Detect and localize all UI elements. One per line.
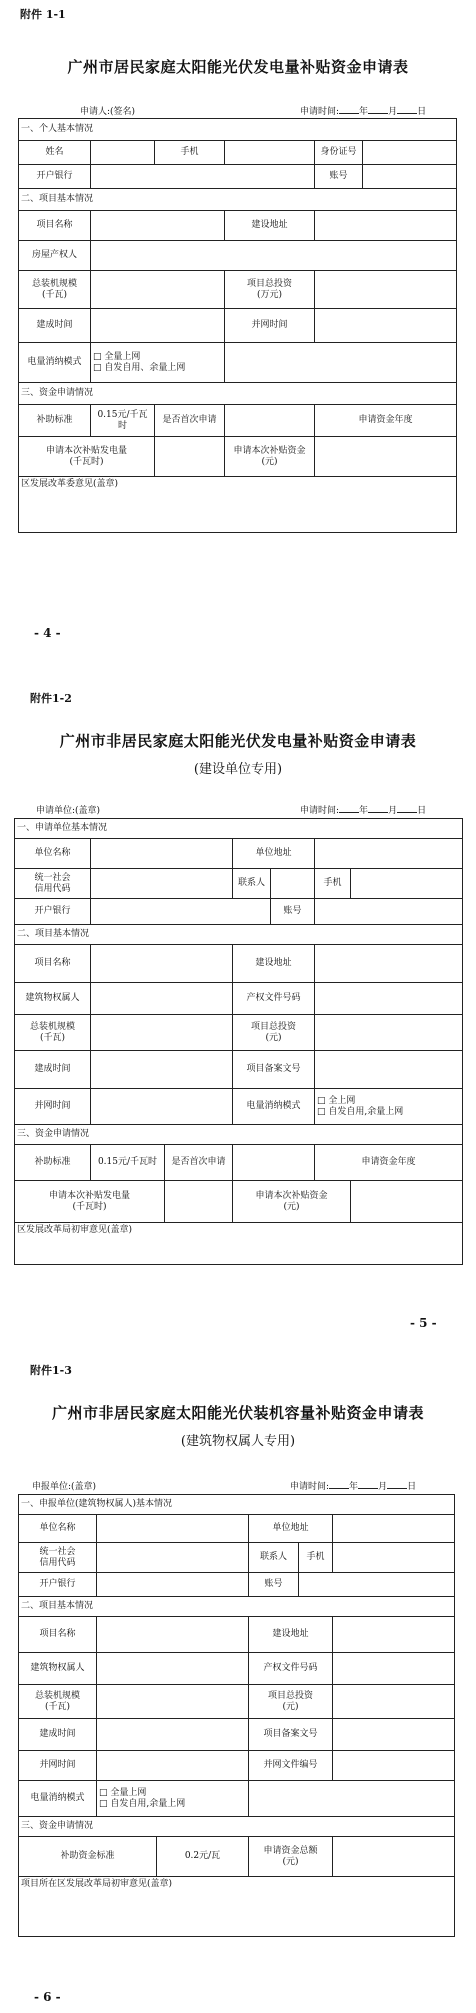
grid-doc-field[interactable]	[333, 1751, 455, 1781]
subsidy-kwh-label-line2: (千瓦时)	[72, 1201, 107, 1212]
contact-label: 联系人	[249, 1543, 299, 1573]
page-number: - 6 -	[34, 1990, 61, 2004]
project-name-field[interactable]	[91, 211, 225, 241]
review-opinion[interactable]: 区发展改革局初审意见(盖章)	[15, 1223, 463, 1265]
built-time-label: 建成时间	[19, 1719, 97, 1751]
form-subtitle: (建设单位专用)	[193, 762, 283, 777]
capacity-label	[19, 271, 91, 309]
account-label: 账号	[271, 899, 315, 925]
review-opinion[interactable]: 区发展改革委意见(盖章)	[19, 477, 457, 533]
phone-label: 手机	[155, 141, 225, 165]
account-label: 账号	[315, 165, 363, 189]
subsidy-standard-label: 补助标准	[15, 1145, 91, 1181]
capacity-label-line1: 总装机规模	[31, 278, 77, 289]
consumption-mode-label: 电量消纳模式	[19, 343, 91, 383]
subsidy-amount-label-line2: (元)	[283, 1201, 300, 1212]
unit-name-label: 单位名称	[15, 839, 91, 869]
built-time-label: 建成时间	[15, 1051, 91, 1089]
investment-label	[225, 271, 315, 309]
grid-time-label: 并网时间	[19, 1751, 97, 1781]
built-time-label: 建成时间	[19, 309, 91, 343]
annex-label: 附件1-3	[30, 1364, 72, 1377]
investment-label-line1: 项目总投资	[246, 278, 292, 289]
section-heading: 三、资金申请情况	[19, 1817, 455, 1837]
section-heading: 二、项目基本情况	[19, 1597, 455, 1617]
form-subtitle: (建筑物权属人专用)	[180, 1434, 296, 1449]
deed-number-field[interactable]	[333, 1653, 455, 1685]
year-label: 年	[359, 806, 369, 816]
investment-label	[233, 1015, 315, 1051]
property-owner-field[interactable]	[91, 241, 457, 271]
total-amount-field[interactable]	[333, 1837, 455, 1877]
consumption-mode-options[interactable]	[91, 343, 225, 383]
property-owner-label: 房屋产权人	[19, 241, 91, 271]
option-full-grid[interactable]: □ 全上网	[317, 1095, 356, 1106]
annex-label: 附件 1-1	[20, 8, 66, 21]
consumption-mode-options[interactable]	[97, 1781, 249, 1817]
grid-time-label: 并网时间	[225, 309, 315, 343]
unit-name-label: 单位名称	[19, 1515, 97, 1543]
capacity-label-line1: 总装机规模	[34, 1690, 80, 1701]
option-full-grid[interactable]: □ 全量上网	[93, 351, 141, 362]
phone-label: 手机	[299, 1543, 333, 1573]
section-heading: 三、资金申请情况	[15, 1125, 463, 1145]
build-address-label: 建设地址	[225, 211, 315, 241]
deed-number-label: 产权文件号码	[249, 1653, 333, 1685]
subsidy-amount-label-line2: (元)	[261, 456, 278, 467]
unit-address-label: 单位地址	[249, 1515, 333, 1543]
subsidy-amount-field[interactable]	[351, 1181, 463, 1223]
capacity-label-line2: (千瓦)	[44, 1701, 71, 1712]
unit-name-field[interactable]	[91, 839, 233, 869]
name-field[interactable]	[91, 141, 155, 165]
capacity-label-line1: 总装机规模	[29, 1021, 75, 1032]
applicant-signature-label: 申请人:(签名)	[80, 107, 136, 117]
first-apply-label: 是否首次申请	[165, 1145, 233, 1181]
credit-code-field[interactable]	[91, 869, 233, 899]
phone-label: 手机	[315, 869, 351, 899]
building-owner-field[interactable]	[97, 1653, 249, 1685]
capacity-label-line2: (千瓦)	[39, 1032, 66, 1043]
application-date	[290, 1479, 416, 1492]
building-owner-label: 建筑物权属人	[15, 983, 91, 1015]
building-owner-label: 建筑物权属人	[19, 1653, 97, 1685]
year-label: 年	[359, 107, 369, 117]
capacity-field[interactable]	[91, 271, 225, 309]
subsidy-kwh-label	[19, 437, 155, 477]
credit-code-line1: 统一社会	[34, 872, 71, 883]
record-number-field[interactable]	[315, 1051, 463, 1089]
project-name-label: 项目名称	[19, 1617, 97, 1653]
total-amount-line2: (元)	[282, 1856, 299, 1867]
name-label: 姓名	[19, 141, 91, 165]
date-label: 申请时间:	[300, 107, 340, 117]
unit-address-label: 单位地址	[233, 839, 315, 869]
consumption-mode-blank	[249, 1781, 455, 1817]
application-form-3	[18, 1494, 455, 1937]
account-field[interactable]	[299, 1573, 455, 1597]
apply-year-label: 申请资金年度	[315, 1145, 463, 1181]
application-form-1	[18, 118, 457, 533]
grid-time-label: 并网时间	[15, 1089, 91, 1125]
bank-field[interactable]	[91, 899, 271, 925]
subsidy-amount-label-line1: 申请本次补贴资金	[255, 1190, 328, 1201]
year-label: 年	[349, 1482, 359, 1492]
option-self-use[interactable]: □ 自发自用、余量上网	[93, 362, 186, 373]
credit-code-line1: 统一社会	[39, 1546, 76, 1557]
month-label: 月	[388, 107, 398, 117]
project-name-field[interactable]	[97, 1617, 249, 1653]
built-time-field[interactable]	[91, 309, 225, 343]
option-self-use[interactable]: □ 自发自用,余量上网	[317, 1106, 404, 1117]
subsidy-kwh-label-line1: 申请本次补贴发电量	[48, 1190, 130, 1201]
application-form-2	[14, 818, 463, 1265]
investment-field[interactable]	[315, 271, 457, 309]
consumption-mode-blank	[225, 343, 457, 383]
applicant-seal-label: 申请单位:(盖章)	[36, 806, 101, 816]
total-amount-label	[249, 1837, 333, 1877]
first-apply-label: 是否首次申请	[155, 405, 225, 437]
section-heading: 一、申请单位基本情况	[15, 819, 463, 839]
section-heading: 一、个人基本情况	[19, 119, 457, 141]
form-title: 广州市非居民家庭太阳能光伏装机容量补贴资金申请表	[51, 1404, 424, 1422]
investment-field[interactable]	[333, 1685, 455, 1719]
fund-standard-label: 补助资金标准	[19, 1837, 157, 1877]
bank-label: 开户银行	[19, 1573, 97, 1597]
consumption-mode-label: 电量消纳模式	[19, 1781, 97, 1817]
contact-field[interactable]	[271, 869, 315, 899]
capacity-label	[15, 1015, 91, 1051]
grid-doc-label: 并网文件编号	[249, 1751, 333, 1781]
phone-field[interactable]	[225, 141, 315, 165]
unit-name-field[interactable]	[97, 1515, 249, 1543]
id-card-label: 身份证号	[315, 141, 363, 165]
option-full-grid[interactable]: □ 全量上网	[99, 1787, 147, 1798]
build-address-label: 建设地址	[249, 1617, 333, 1653]
phone-field[interactable]	[351, 869, 463, 899]
investment-label-line2: (元)	[282, 1701, 299, 1712]
credit-code-line2: 信用代码	[39, 1557, 76, 1568]
project-name-label: 项目名称	[15, 945, 91, 983]
capacity-label	[19, 1685, 97, 1719]
subsidy-kwh-field[interactable]	[165, 1181, 233, 1223]
form-title: 广州市非居民家庭太阳能光伏发电量补贴资金申请表	[59, 732, 417, 750]
subsidy-kwh-label	[15, 1181, 165, 1223]
capacity-field[interactable]	[91, 1015, 233, 1051]
day-label: 日	[417, 107, 427, 117]
investment-label-line2: (万元)	[256, 289, 283, 300]
investment-label	[249, 1685, 333, 1719]
subsidy-rate: 0.15元/千瓦时	[91, 405, 155, 437]
credit-code-label	[19, 1543, 97, 1573]
project-name-field[interactable]	[91, 945, 233, 983]
form-title: 广州市居民家庭太阳能光伏发电量补贴资金申请表	[67, 58, 409, 76]
subsidy-rate: 0.15元/千瓦时	[91, 1145, 165, 1181]
credit-code-field[interactable]	[97, 1543, 249, 1573]
month-label: 月	[378, 1482, 388, 1492]
grid-time-field[interactable]	[97, 1751, 249, 1781]
built-time-field[interactable]	[91, 1051, 233, 1089]
date-label: 申请时间:	[290, 1482, 330, 1492]
investment-label-line2: (元)	[265, 1032, 282, 1043]
consumption-mode-options[interactable]	[315, 1089, 463, 1125]
built-time-field[interactable]	[97, 1719, 249, 1751]
page-number: - 4 -	[34, 626, 61, 640]
grid-time-field[interactable]	[315, 309, 457, 343]
deed-number-label: 产权文件号码	[233, 983, 315, 1015]
section-heading: 二、项目基本情况	[15, 925, 463, 945]
investment-label-line1: 项目总投资	[267, 1690, 313, 1701]
bank-field[interactable]	[91, 165, 315, 189]
date-label: 申请时间:	[300, 806, 340, 816]
build-address-label: 建设地址	[233, 945, 315, 983]
capacity-label-line2: (千瓦)	[41, 289, 68, 300]
build-address-field[interactable]	[315, 211, 457, 241]
record-number-label: 项目备案文号	[233, 1051, 315, 1089]
record-number-field[interactable]	[333, 1719, 455, 1751]
contact-label: 联系人	[233, 869, 271, 899]
account-label: 账号	[249, 1573, 299, 1597]
subsidy-amount-label-line1: 申请本次补贴资金	[233, 445, 306, 456]
unit-address-field[interactable]	[333, 1515, 455, 1543]
option-self-use[interactable]: □ 自发自用,余量上网	[99, 1798, 186, 1809]
account-field[interactable]	[363, 165, 457, 189]
building-owner-field[interactable]	[91, 983, 233, 1015]
first-apply-field[interactable]	[233, 1145, 315, 1181]
unit-address-field[interactable]	[315, 839, 463, 869]
phone-field[interactable]	[333, 1543, 455, 1573]
bank-label: 开户银行	[19, 165, 91, 189]
consumption-mode-label: 电量消纳模式	[233, 1089, 315, 1125]
application-date	[300, 803, 426, 816]
month-label: 月	[388, 806, 398, 816]
review-opinion[interactable]: 项目所在区发展改革局初审意见(盖章)	[19, 1877, 455, 1937]
section-heading: 二、项目基本情况	[19, 189, 457, 211]
id-card-field[interactable]	[363, 141, 457, 165]
annex-label: 附件1-2	[30, 692, 72, 705]
grid-time-field[interactable]	[91, 1089, 233, 1125]
bank-field[interactable]	[97, 1573, 249, 1597]
total-amount-line1: 申请资金总额	[263, 1845, 318, 1856]
project-name-label: 项目名称	[19, 211, 91, 241]
account-field[interactable]	[315, 899, 463, 925]
apply-year-label: 申请资金年度	[315, 405, 457, 437]
first-apply-field[interactable]	[225, 405, 315, 437]
credit-code-line2: 信用代码	[34, 883, 71, 894]
subsidy-kwh-field[interactable]	[155, 437, 225, 477]
subsidy-amount-label	[225, 437, 315, 477]
fund-rate: 0.2元/瓦	[157, 1837, 249, 1877]
section-heading: 一、申报单位(建筑物权属人)基本情况	[19, 1495, 455, 1515]
credit-code-label	[15, 869, 91, 899]
build-address-field[interactable]	[315, 945, 463, 983]
application-date	[300, 104, 426, 117]
day-label: 日	[407, 1482, 417, 1492]
bank-label: 开户银行	[15, 899, 91, 925]
build-address-field[interactable]	[333, 1617, 455, 1653]
section-heading: 三、资金申请情况	[19, 383, 457, 405]
deed-number-field[interactable]	[315, 983, 463, 1015]
subsidy-amount-label	[233, 1181, 351, 1223]
investment-label-line1: 项目总投资	[250, 1021, 296, 1032]
subsidy-kwh-label-line2: (千瓦时)	[69, 456, 104, 467]
day-label: 日	[417, 806, 427, 816]
investment-field[interactable]	[315, 1015, 463, 1051]
subsidy-amount-field[interactable]	[315, 437, 457, 477]
subsidy-standard-label: 补助标准	[19, 405, 91, 437]
subsidy-kwh-label-line1: 申请本次补贴发电量	[45, 445, 127, 456]
capacity-field[interactable]	[97, 1685, 249, 1719]
record-number-label: 项目备案文号	[249, 1719, 333, 1751]
applicant-seal-label: 申报单位:(盖章)	[32, 1482, 97, 1492]
page-number: - 5 -	[410, 1316, 437, 1330]
